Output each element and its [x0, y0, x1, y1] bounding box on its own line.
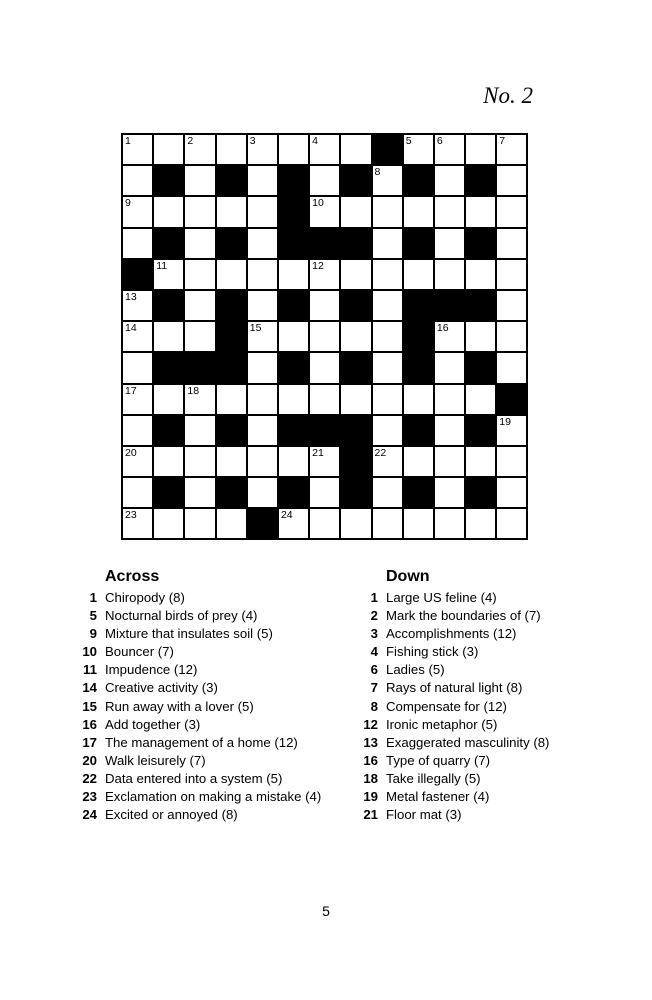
grid-cell [466, 197, 495, 226]
cell-number: 3 [249, 135, 256, 147]
grid-cell [310, 291, 339, 320]
grid-cell [185, 291, 214, 320]
grid-cell [279, 509, 308, 538]
clue-text: Accomplishments (12) [386, 626, 517, 642]
cell-number: 20 [125, 446, 137, 459]
grid-cell [248, 197, 277, 226]
cell-number: 22 [374, 446, 387, 459]
cell-number: 6 [436, 135, 443, 147]
grid-cell [217, 135, 246, 164]
grid-cell [248, 478, 277, 507]
grid-cell [435, 353, 464, 382]
cell-number: 17 [125, 384, 137, 397]
grid-cell [310, 353, 339, 382]
grid-cell-black [154, 478, 183, 507]
page-number: 5 [322, 903, 330, 919]
grid-cell-black [217, 353, 246, 382]
grid-cell-black [373, 135, 402, 164]
grid-cell [373, 229, 402, 258]
grid-cell-black [466, 166, 495, 195]
clue-number: 15 [82, 698, 97, 714]
clue-text: Walk leisurely (7) [105, 752, 206, 768]
grid-cell [341, 322, 370, 351]
cell-number: 23 [125, 509, 137, 522]
clue-text: Type of quarry (7) [386, 752, 491, 768]
grid-cell [497, 135, 526, 164]
grid-cell [466, 322, 495, 351]
grid-cell [185, 385, 214, 414]
grid-cell [341, 509, 370, 538]
clue-text: Impudence (12) [105, 662, 198, 678]
grid-cell-black [341, 447, 370, 476]
grid-cell [373, 260, 402, 289]
grid-cell [248, 353, 277, 382]
grid-cell [435, 385, 464, 414]
clue-number: 16 [82, 716, 97, 732]
clue-number: 20 [82, 752, 97, 768]
clue-text: Compensate for (12) [386, 698, 507, 714]
grid-cell [435, 229, 464, 258]
grid-cell [123, 322, 152, 351]
grid-cell [310, 166, 339, 195]
across-clues-section [75, 568, 365, 825]
clue-number: 23 [82, 789, 97, 805]
grid-cell-black [466, 353, 495, 382]
grid-cell-black [279, 166, 308, 195]
grid-cell [373, 197, 402, 226]
clue-item [356, 608, 646, 626]
clue-number: 16 [363, 752, 378, 768]
grid-cell [341, 385, 370, 414]
grid-cell-black [185, 353, 214, 382]
grid-cell [497, 353, 526, 382]
clue-text: Fishing stick (3) [386, 644, 479, 660]
grid-cell [154, 135, 183, 164]
cell-number: 8 [374, 166, 381, 179]
grid-cell [123, 229, 152, 258]
grid-cell [123, 416, 152, 445]
clue-item [356, 590, 646, 608]
grid-cell [248, 260, 277, 289]
grid-cell [466, 135, 495, 164]
grid-cell [404, 509, 433, 538]
clue-number: 18 [363, 770, 378, 786]
grid-cell [341, 197, 370, 226]
grid-cell [497, 166, 526, 195]
grid-cell [154, 385, 183, 414]
grid-cell [279, 260, 308, 289]
grid-cell-black [154, 166, 183, 195]
clue-item [356, 626, 646, 644]
grid-cell [123, 353, 152, 382]
grid-cell [185, 135, 214, 164]
grid-cell [341, 135, 370, 164]
grid-cell [217, 385, 246, 414]
grid-cell-black [341, 416, 370, 445]
clue-item [75, 680, 365, 698]
cell-number: 2 [187, 135, 194, 147]
across-heading: Across [105, 568, 160, 585]
grid-cell [497, 322, 526, 351]
grid-cell-black [279, 478, 308, 507]
clue-text: The management of a home (12) [105, 734, 298, 750]
clue-text: Rays of natural light (8) [386, 680, 523, 696]
grid-cell-black [404, 478, 433, 507]
clue-number: 12 [363, 716, 378, 732]
cell-number: 24 [280, 509, 293, 522]
clue-number: 24 [82, 807, 97, 823]
grid-cell [310, 385, 339, 414]
clue-number: 14 [82, 680, 97, 696]
grid-cell [466, 447, 495, 476]
clue-number: 21 [363, 807, 378, 823]
grid-cell-black [217, 416, 246, 445]
clue-number: 1 [370, 590, 378, 605]
clue-text: Add together (3) [105, 716, 201, 732]
grid-cell [185, 197, 214, 226]
clue-number: 17 [82, 734, 97, 750]
grid-cell-black [341, 229, 370, 258]
grid-cell [248, 385, 277, 414]
grid-cell [185, 322, 214, 351]
clue-text: Floor mat (3) [386, 807, 462, 823]
clue-number: 6 [370, 662, 378, 678]
cell-number: 16 [436, 322, 449, 335]
clue-item [75, 753, 365, 771]
across-clue-list [75, 590, 365, 825]
grid-cell [373, 385, 402, 414]
grid-cell [279, 385, 308, 414]
clue-item [75, 590, 365, 608]
clue-item [356, 717, 646, 735]
clue-text: Exaggerated masculinity (8) [386, 734, 550, 750]
cell-number: 5 [405, 135, 412, 147]
cell-number: 18 [187, 384, 200, 397]
grid-cell-black [341, 478, 370, 507]
grid-cell-black [248, 509, 277, 538]
grid-cell [466, 260, 495, 289]
grid-cell [123, 291, 152, 320]
grid-cell-black [341, 353, 370, 382]
cell-number: 21 [312, 446, 324, 459]
grid-cell-black [404, 229, 433, 258]
grid-cell [435, 166, 464, 195]
grid-cell-black [279, 353, 308, 382]
clue-text: Exclamation on making a mistake (4) [105, 789, 322, 805]
clue-number: 3 [370, 626, 378, 642]
grid-cell [154, 322, 183, 351]
grid-cell [497, 478, 526, 507]
clue-item [356, 680, 646, 698]
grid-cell-black [217, 291, 246, 320]
grid-cell [123, 447, 152, 476]
grid-cell [466, 509, 495, 538]
cell-number: 1 [125, 135, 131, 147]
grid-cell [248, 135, 277, 164]
clue-number: 9 [89, 626, 97, 642]
grid-cell-black [217, 478, 246, 507]
down-clues-section [356, 568, 646, 825]
grid-cell [310, 509, 339, 538]
grid-cell-black [404, 166, 433, 195]
grid-cell [341, 260, 370, 289]
grid-cell-black [279, 229, 308, 258]
grid-cell-black [466, 416, 495, 445]
grid-cell [373, 416, 402, 445]
grid-cell [497, 416, 526, 445]
grid-cell [248, 291, 277, 320]
grid-cell [279, 135, 308, 164]
grid-cell-black [217, 322, 246, 351]
clue-item [356, 807, 646, 825]
grid-cell [123, 509, 152, 538]
grid-cell-black [466, 229, 495, 258]
clue-item [75, 735, 365, 753]
grid-cell [185, 478, 214, 507]
grid-cell [373, 291, 402, 320]
grid-cell [217, 197, 246, 226]
grid-cell [373, 478, 402, 507]
grid-cell-black [123, 260, 152, 289]
grid-cell-black [466, 291, 495, 320]
grid-cell [435, 197, 464, 226]
grid-cell [373, 166, 402, 195]
clue-text: Large US feline (4) [386, 590, 497, 605]
clue-number: 2 [370, 608, 378, 624]
clue-number: 1 [89, 590, 97, 605]
grid-cell-black [154, 353, 183, 382]
cell-number: 9 [125, 197, 131, 210]
grid-cell-black [217, 166, 246, 195]
clue-item [356, 644, 646, 662]
cell-number: 19 [499, 415, 511, 428]
grid-cell [497, 291, 526, 320]
clue-text: Ironic metaphor (5) [386, 716, 498, 732]
clue-number: 11 [83, 662, 97, 678]
clue-item [356, 771, 646, 789]
grid-cell-black [404, 416, 433, 445]
grid-cell [435, 509, 464, 538]
clue-item [356, 699, 646, 717]
cell-number: 13 [125, 290, 137, 303]
clue-item [75, 626, 365, 644]
clue-item [356, 789, 646, 807]
grid-cell-black [154, 291, 183, 320]
clue-text: Bouncer (7) [105, 644, 174, 660]
clue-number: 5 [89, 608, 97, 624]
clue-item [75, 662, 365, 680]
down-clue-list [356, 590, 646, 825]
grid-cell [373, 322, 402, 351]
grid-cell [217, 260, 246, 289]
grid-cell [373, 353, 402, 382]
grid-cell [373, 447, 402, 476]
grid-cell [279, 447, 308, 476]
clue-text: Ladies (5) [386, 662, 445, 678]
grid-cell-black [341, 166, 370, 195]
grid-cell-black [404, 291, 433, 320]
grid-cell [123, 197, 152, 226]
clue-number: 7 [370, 680, 378, 696]
grid-cell [497, 260, 526, 289]
cell-number: 15 [249, 322, 262, 335]
clue-text: Creative activity (3) [105, 680, 218, 696]
grid-cell [123, 166, 152, 195]
grid-cell [154, 197, 183, 226]
clue-text: Mark the boundaries of (7) [386, 608, 541, 624]
clue-number: 19 [363, 789, 378, 805]
clue-text: Nocturnal birds of prey (4) [105, 608, 258, 624]
grid-cell-black [497, 385, 526, 414]
grid-cell [435, 416, 464, 445]
clue-number: 13 [363, 734, 378, 750]
cell-number: 10 [312, 197, 324, 210]
grid-cell [404, 135, 433, 164]
clue-item [75, 699, 365, 717]
grid-cell [248, 229, 277, 258]
grid-cell [497, 229, 526, 258]
grid-cell-black [279, 416, 308, 445]
grid-cell [435, 322, 464, 351]
grid-cell-black [341, 291, 370, 320]
grid-cell [185, 447, 214, 476]
grid-cell-black [404, 353, 433, 382]
clue-text: Take illegally (5) [386, 770, 481, 786]
grid-cell-black [466, 478, 495, 507]
grid-cell [404, 385, 433, 414]
grid-cell [310, 135, 339, 164]
clue-item [75, 771, 365, 789]
clue-text: Mixture that insulates soil (5) [105, 626, 273, 642]
grid-cell-black [154, 416, 183, 445]
grid-cell [497, 197, 526, 226]
cell-number: 11 [156, 259, 168, 272]
grid-cell [404, 260, 433, 289]
grid-cell [248, 322, 277, 351]
grid-cell-black [154, 229, 183, 258]
grid-cell [435, 260, 464, 289]
clue-text: Chiropody (8) [105, 590, 185, 605]
cell-number: 12 [312, 259, 324, 272]
grid-cell [404, 447, 433, 476]
grid-cell [404, 197, 433, 226]
puzzle-title: No. 2 [483, 83, 533, 108]
grid-cell-black [310, 229, 339, 258]
clue-item [356, 662, 646, 680]
grid-cell [185, 166, 214, 195]
clue-text: Data entered into a system (5) [105, 770, 283, 786]
grid-cell [185, 509, 214, 538]
grid-cell [217, 509, 246, 538]
clue-text: Excited or annoyed (8) [105, 807, 238, 823]
grid-cell [435, 447, 464, 476]
grid-cell-black [310, 416, 339, 445]
grid-cell [279, 322, 308, 351]
grid-cell [310, 260, 339, 289]
clue-item [75, 717, 365, 735]
grid-cell-black [279, 197, 308, 226]
grid-cell [497, 447, 526, 476]
clue-text: Run away with a lover (5) [105, 698, 254, 714]
clue-text: Metal fastener (4) [386, 789, 490, 805]
grid-cell [310, 197, 339, 226]
grid-cell [310, 478, 339, 507]
clue-number: 4 [370, 644, 378, 660]
clue-item [75, 807, 365, 825]
grid-cell [373, 509, 402, 538]
clue-number: 8 [370, 698, 378, 714]
grid-cell [497, 509, 526, 538]
grid-cell-black [435, 291, 464, 320]
clue-number: 10 [82, 644, 97, 660]
grid-cell [154, 509, 183, 538]
grid-cell [123, 135, 152, 164]
clue-number: 22 [82, 770, 97, 786]
grid-cell-black [279, 291, 308, 320]
clue-item [75, 608, 365, 626]
cell-number: 4 [312, 135, 318, 147]
cell-number: 7 [499, 135, 506, 147]
grid-cell [248, 416, 277, 445]
grid-cell-black [217, 229, 246, 258]
grid-cell [466, 385, 495, 414]
crossword-grid [121, 133, 528, 540]
grid-cell [154, 260, 183, 289]
grid-cell [123, 478, 152, 507]
grid-cell [123, 385, 152, 414]
grid-cell [185, 229, 214, 258]
clue-item [75, 644, 365, 662]
grid-cell [248, 166, 277, 195]
grid-cell [185, 416, 214, 445]
grid-cell [435, 135, 464, 164]
down-heading: Down [386, 568, 430, 585]
clue-item [75, 789, 365, 807]
grid-cell [310, 322, 339, 351]
grid-cell-black [404, 322, 433, 351]
grid-cell [154, 447, 183, 476]
grid-cell [248, 447, 277, 476]
grid-cell [185, 260, 214, 289]
grid-cell [435, 478, 464, 507]
clue-item [356, 735, 646, 753]
grid-cell [217, 447, 246, 476]
cell-number: 14 [125, 322, 137, 335]
grid-cell [310, 447, 339, 476]
clue-item [356, 753, 646, 771]
